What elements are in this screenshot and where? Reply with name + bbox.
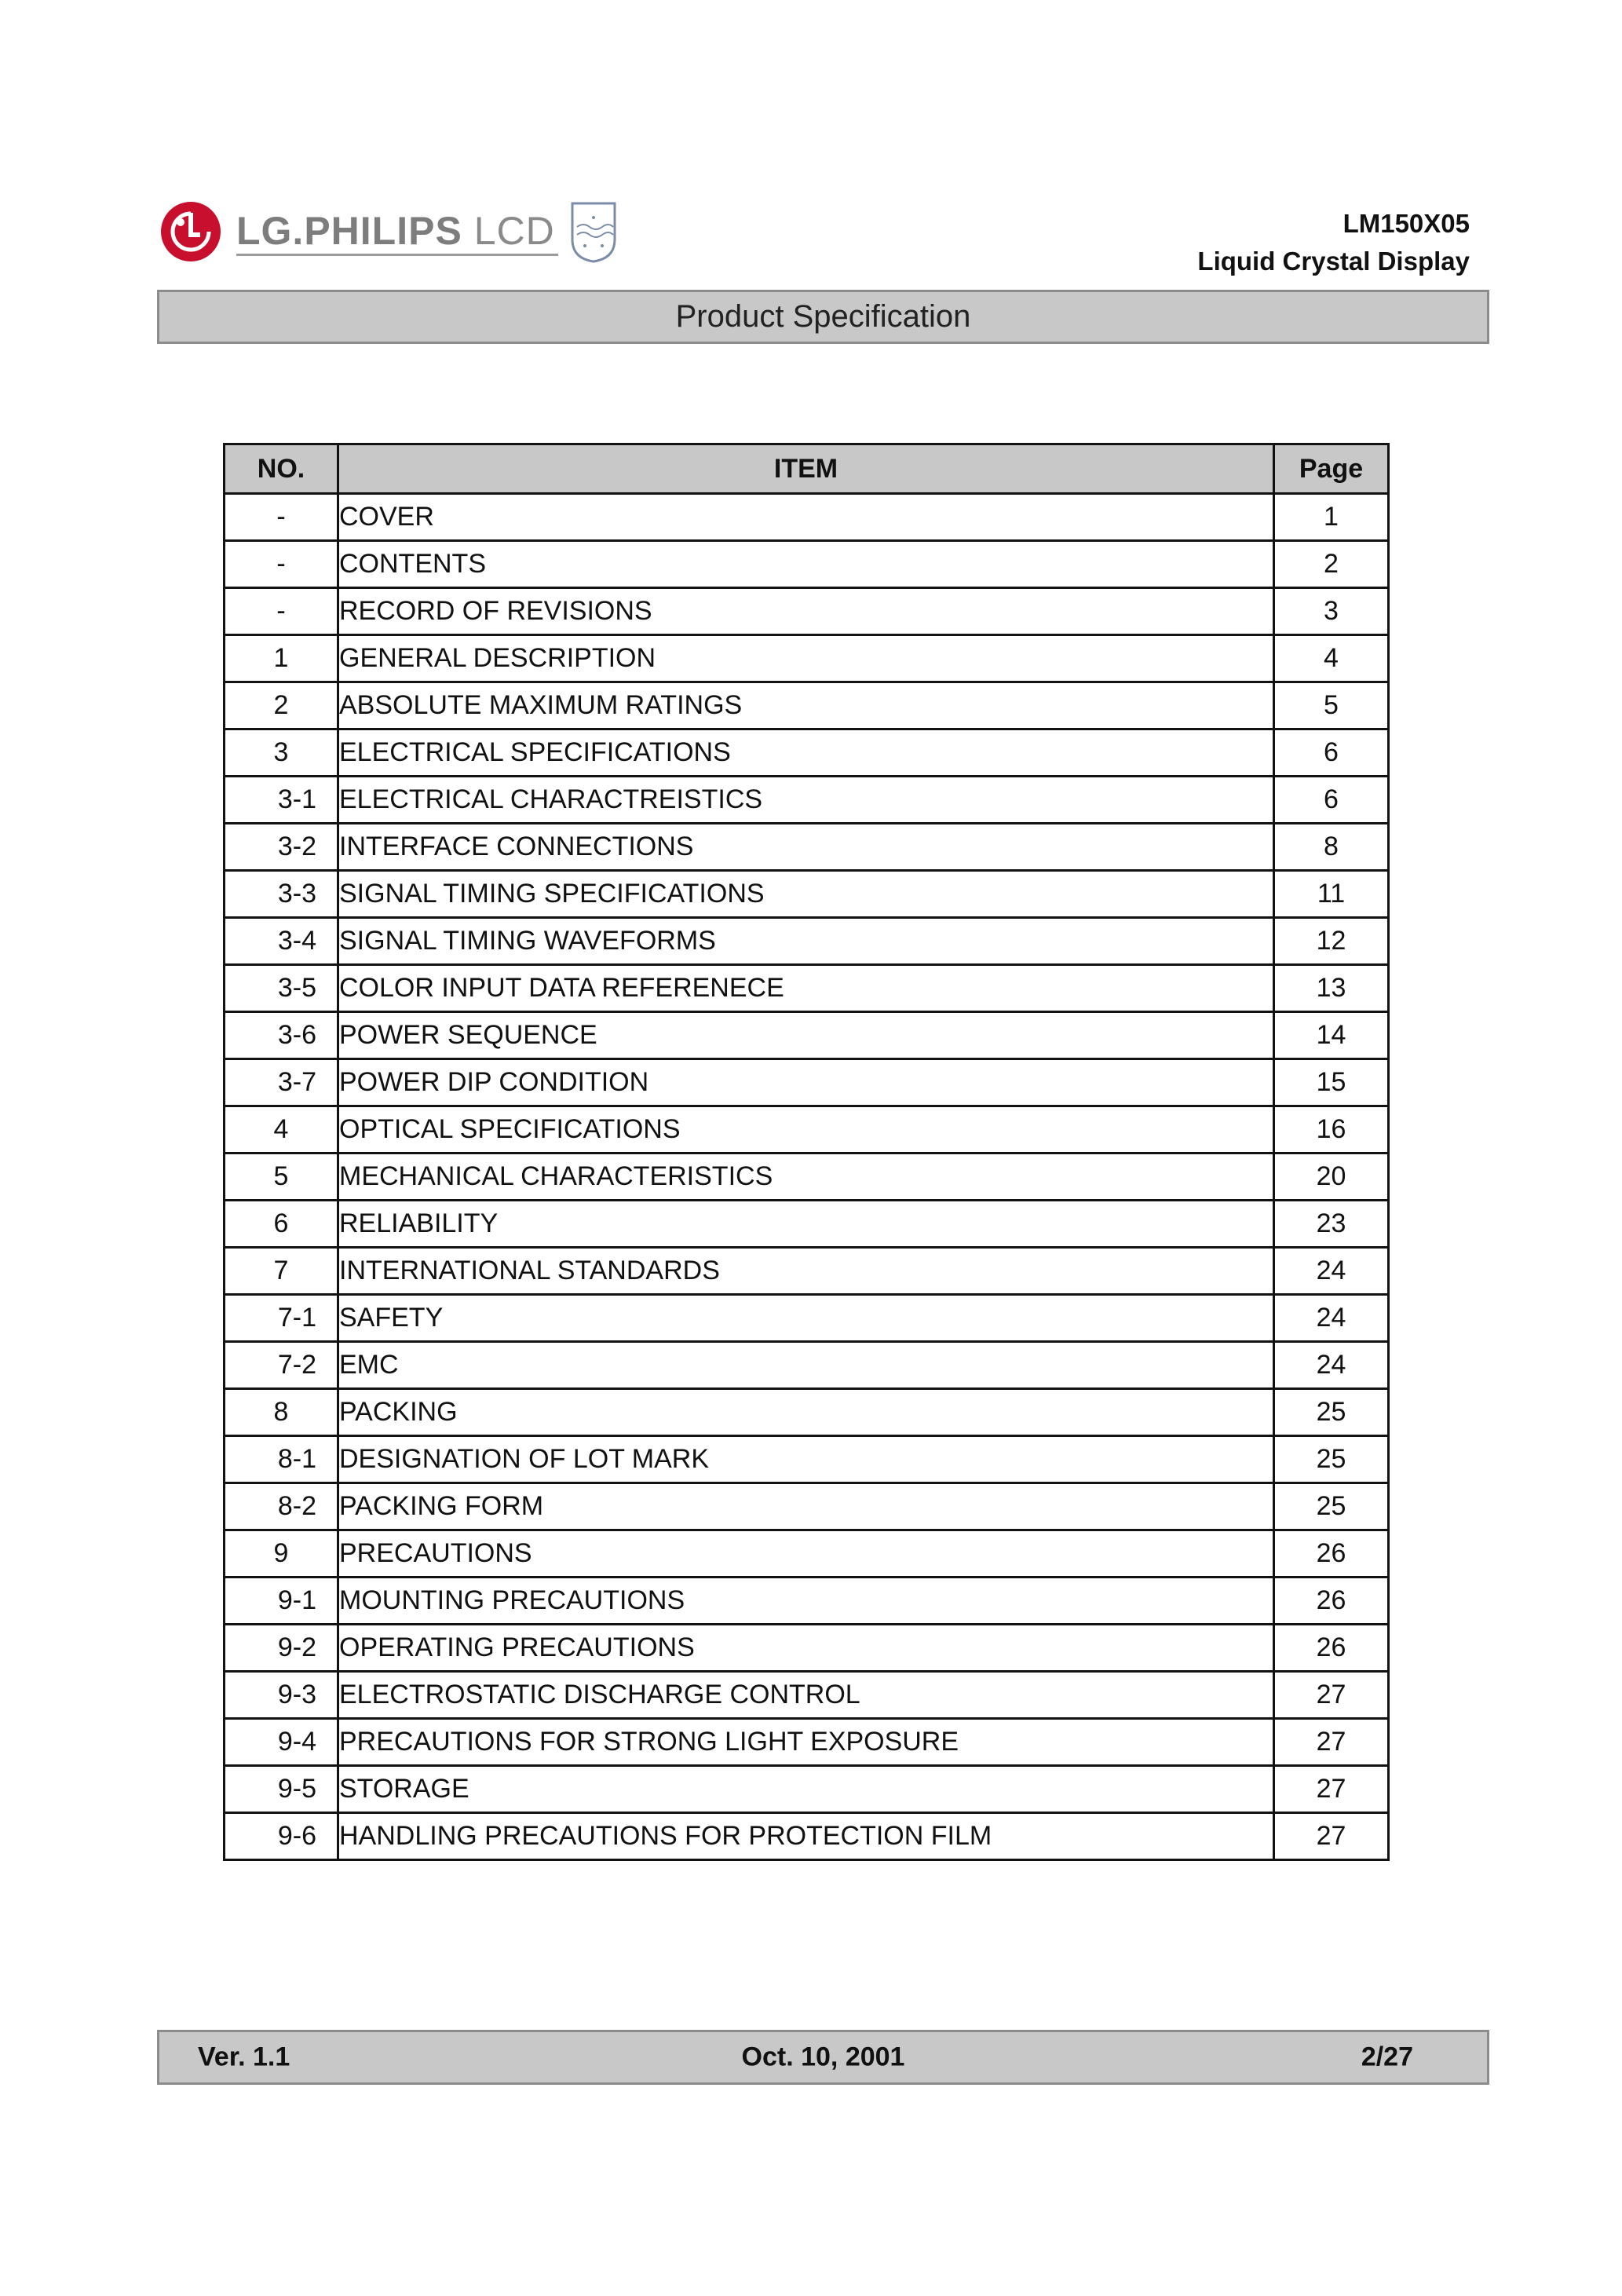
table-row (225, 588, 1389, 635)
row-item: ABSOLUTE MAXIMUM RATINGS (338, 682, 1274, 729)
row-item: MOUNTING PRECAUTIONS (338, 1578, 1274, 1625)
row-number: 3-6 (225, 1012, 338, 1059)
row-page: 26 (1274, 1530, 1389, 1578)
row-number: 9-6 (225, 1813, 338, 1860)
company-logo (159, 199, 618, 265)
footer-page-number: 2/27 (1361, 2042, 1413, 2072)
row-page: 24 (1274, 1342, 1389, 1389)
row-item: COLOR INPUT DATA REFERENECE (338, 965, 1274, 1012)
row-number: 3-4 (225, 918, 338, 965)
table-row (225, 1106, 1389, 1153)
row-page: 12 (1274, 918, 1389, 965)
table-row (225, 1625, 1389, 1672)
row-number: - (225, 588, 338, 635)
table-row (225, 1295, 1389, 1342)
model-number: LM150X05 (1343, 209, 1470, 238)
row-item: RECORD OF REVISIONS (338, 588, 1274, 635)
row-page: 2 (1274, 541, 1389, 588)
row-number: 8-2 (225, 1483, 338, 1530)
row-item: POWER DIP CONDITION (338, 1059, 1274, 1106)
row-number: 6 (225, 1201, 338, 1248)
header-page: Page (1274, 444, 1389, 494)
row-page: 25 (1274, 1436, 1389, 1483)
row-number: 9 (225, 1530, 338, 1578)
row-item: SAFETY (338, 1295, 1274, 1342)
row-page: 14 (1274, 1012, 1389, 1059)
row-number: 3-2 (225, 824, 338, 871)
row-page: 6 (1274, 729, 1389, 777)
table-row (225, 1530, 1389, 1578)
product-type: Liquid Crystal Display (1197, 247, 1470, 276)
title-bar (157, 290, 1489, 344)
row-page: 27 (1274, 1672, 1389, 1719)
row-number: 9-1 (225, 1578, 338, 1625)
row-number: 3-3 (225, 871, 338, 918)
header-no: NO. (225, 444, 338, 494)
row-item: ELECTROSTATIC DISCHARGE CONTROL (338, 1672, 1274, 1719)
row-page: 8 (1274, 824, 1389, 871)
row-item: OPTICAL SPECIFICATIONS (338, 1106, 1274, 1153)
row-page: 24 (1274, 1248, 1389, 1295)
row-item: CONTENTS (338, 541, 1274, 588)
table-row (225, 777, 1389, 824)
row-page: 23 (1274, 1201, 1389, 1248)
table-row (225, 1672, 1389, 1719)
row-number: 8 (225, 1389, 338, 1436)
footer-version: Ver. 1.1 (198, 2042, 290, 2072)
row-page: 25 (1274, 1389, 1389, 1436)
table-row (225, 494, 1389, 541)
table-row (225, 1389, 1389, 1436)
row-item: HANDLING PRECAUTIONS FOR PROTECTION FILM (338, 1813, 1274, 1860)
row-number: 7-1 (225, 1295, 338, 1342)
table-row (225, 1578, 1389, 1625)
model-block (1197, 205, 1470, 280)
row-number: 4 (225, 1106, 338, 1153)
row-number: 3 (225, 729, 338, 777)
footer-bar (157, 2030, 1489, 2085)
table-row (225, 1012, 1389, 1059)
row-page: 6 (1274, 777, 1389, 824)
table-row (225, 1201, 1389, 1248)
row-item: INTERFACE CONNECTIONS (338, 824, 1274, 871)
row-item: INTERNATIONAL STANDARDS (338, 1248, 1274, 1295)
page-title: Product Specification (675, 299, 971, 334)
row-number: 9-4 (225, 1719, 338, 1766)
row-item: POWER SEQUENCE (338, 1012, 1274, 1059)
row-item: STORAGE (338, 1766, 1274, 1813)
row-number: 7 (225, 1248, 338, 1295)
row-page: 11 (1274, 871, 1389, 918)
row-item: PACKING FORM (338, 1483, 1274, 1530)
row-item: EMC (338, 1342, 1274, 1389)
row-page: 15 (1274, 1059, 1389, 1106)
row-number: 9-3 (225, 1672, 338, 1719)
table-row (225, 541, 1389, 588)
philips-shield-icon (569, 200, 618, 263)
table-row (225, 1153, 1389, 1201)
row-page: 26 (1274, 1625, 1389, 1672)
row-page: 25 (1274, 1483, 1389, 1530)
lg-face-icon (159, 200, 222, 263)
row-item: PACKING (338, 1389, 1274, 1436)
row-item: SIGNAL TIMING WAVEFORMS (338, 918, 1274, 965)
row-page: 27 (1274, 1719, 1389, 1766)
row-item: DESIGNATION OF LOT MARK (338, 1436, 1274, 1483)
row-page: 24 (1274, 1295, 1389, 1342)
row-page: 20 (1274, 1153, 1389, 1201)
contents-table (223, 443, 1390, 1861)
row-page: 13 (1274, 965, 1389, 1012)
row-number: 7-2 (225, 1342, 338, 1389)
table-row (225, 1813, 1389, 1860)
table-row (225, 682, 1389, 729)
row-item: ELECTRICAL CHARACTREISTICS (338, 777, 1274, 824)
row-number: 3-5 (225, 965, 338, 1012)
table-row (225, 1483, 1389, 1530)
row-number: 9-5 (225, 1766, 338, 1813)
row-item: COVER (338, 494, 1274, 541)
row-item: SIGNAL TIMING SPECIFICATIONS (338, 871, 1274, 918)
table-row (225, 1766, 1389, 1813)
row-page: 27 (1274, 1813, 1389, 1860)
table-header-row (225, 444, 1389, 494)
row-number: 8-1 (225, 1436, 338, 1483)
row-item: GENERAL DESCRIPTION (338, 635, 1274, 682)
table-row (225, 965, 1389, 1012)
row-number: - (225, 494, 338, 541)
row-number: 2 (225, 682, 338, 729)
row-item: ELECTRICAL SPECIFICATIONS (338, 729, 1274, 777)
row-page: 27 (1274, 1766, 1389, 1813)
table-row (225, 1719, 1389, 1766)
row-number: 9-2 (225, 1625, 338, 1672)
row-number: 3-1 (225, 777, 338, 824)
table-row (225, 1342, 1389, 1389)
header-item: ITEM (338, 444, 1274, 494)
table-row (225, 1059, 1389, 1106)
row-item: OPERATING PRECAUTIONS (338, 1625, 1274, 1672)
table-row (225, 1436, 1389, 1483)
row-number: 5 (225, 1153, 338, 1201)
table-row (225, 871, 1389, 918)
row-number: 1 (225, 635, 338, 682)
table-row (225, 729, 1389, 777)
table-row (225, 918, 1389, 965)
row-number: 3-7 (225, 1059, 338, 1106)
table-row (225, 824, 1389, 871)
row-page: 4 (1274, 635, 1389, 682)
row-item: MECHANICAL CHARACTERISTICS (338, 1153, 1274, 1201)
row-page: 1 (1274, 494, 1389, 541)
footer-date: Oct. 10, 2001 (741, 2042, 905, 2072)
row-item: PRECAUTIONS (338, 1530, 1274, 1578)
row-page: 16 (1274, 1106, 1389, 1153)
row-page: 5 (1274, 682, 1389, 729)
row-item: RELIABILITY (338, 1201, 1274, 1248)
table-row (225, 1248, 1389, 1295)
row-page: 3 (1274, 588, 1389, 635)
row-number: - (225, 541, 338, 588)
logo-wordmark: LG.PHILIPS LCD (236, 208, 558, 256)
table-row (225, 635, 1389, 682)
row-page: 26 (1274, 1578, 1389, 1625)
row-item: PRECAUTIONS FOR STRONG LIGHT EXPOSURE (338, 1719, 1274, 1766)
